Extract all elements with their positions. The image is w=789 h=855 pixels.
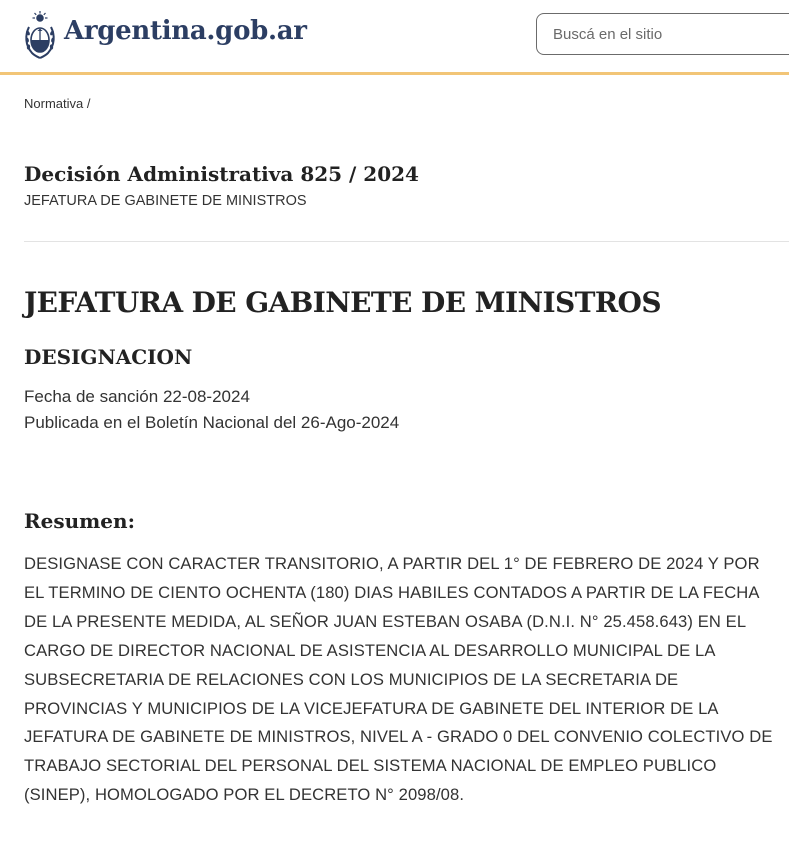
document-organism: JEFATURA DE GABINETE DE MINISTROS [24, 193, 307, 209]
breadcrumb-item-normativa[interactable]: Normativa [24, 96, 84, 111]
divider [24, 241, 789, 242]
sanction-label: Fecha de sanción [24, 387, 159, 406]
breadcrumb [24, 96, 91, 111]
site-header [0, 0, 789, 75]
summary-text: DESIGNASE CON CARACTER TRANSITORIO, A PARTIR DEL 1° DE FEBRERO DE 2024 Y POR EL TERMINO DE CIENTO OCHENTA (180) DIAS HABILES CONTADOS A PARTIR DE LA FECHA DE LA PRESENTE MEDIDA, AL SEÑOR JUAN ESTEBAN OSABA (D.N.I. N° 25.458.643) EN EL CARGO DE DIRECTOR NACIONAL DE ASISTENCIA AL DESARROLLO MUNICIPAL DE LA SUBSECRETARIA DE RELACIONES CON LOS MUNICIPIOS DE LA SECRETARIA DE PROVINCIAS Y MUNICIPIOS DE LA VICEJEFATURA DE GABINETE DEL INTERIOR DE LA JEFATURA DE GABINETE DE MINISTROS, NIVEL A - GRADO 0 DEL CONVENIO COLECTIVO DE TRABAJO SECTORIAL DEL PERSONAL DEL SISTEMA NACIONAL DE EMPLEO PUBLICO (SINEP), HOMOLOGADO POR EL DECRETO N° 2098/08. [24, 554, 773, 805]
main-heading: JEFATURA DE GABINETE DE MINISTROS [24, 286, 661, 319]
sanction-date-line [24, 387, 250, 407]
sanction-date: 22-08-2024 [162, 387, 250, 406]
breadcrumb-separator: / [86, 96, 91, 111]
published-date-line [24, 413, 399, 433]
summary-heading: Resumen: [24, 509, 135, 533]
published-date: 26-Ago-2024 [300, 413, 400, 432]
document-title: Decisión Administrativa 825 / 2024 [24, 162, 419, 186]
published-label: Publicada en el Boletín Nacional del [24, 413, 297, 432]
topic-heading: DESIGNACION [24, 345, 193, 369]
coat-of-arms-icon [23, 9, 57, 61]
search-input[interactable] [536, 13, 789, 55]
site-brand: Argentina.gob.ar [64, 16, 307, 46]
